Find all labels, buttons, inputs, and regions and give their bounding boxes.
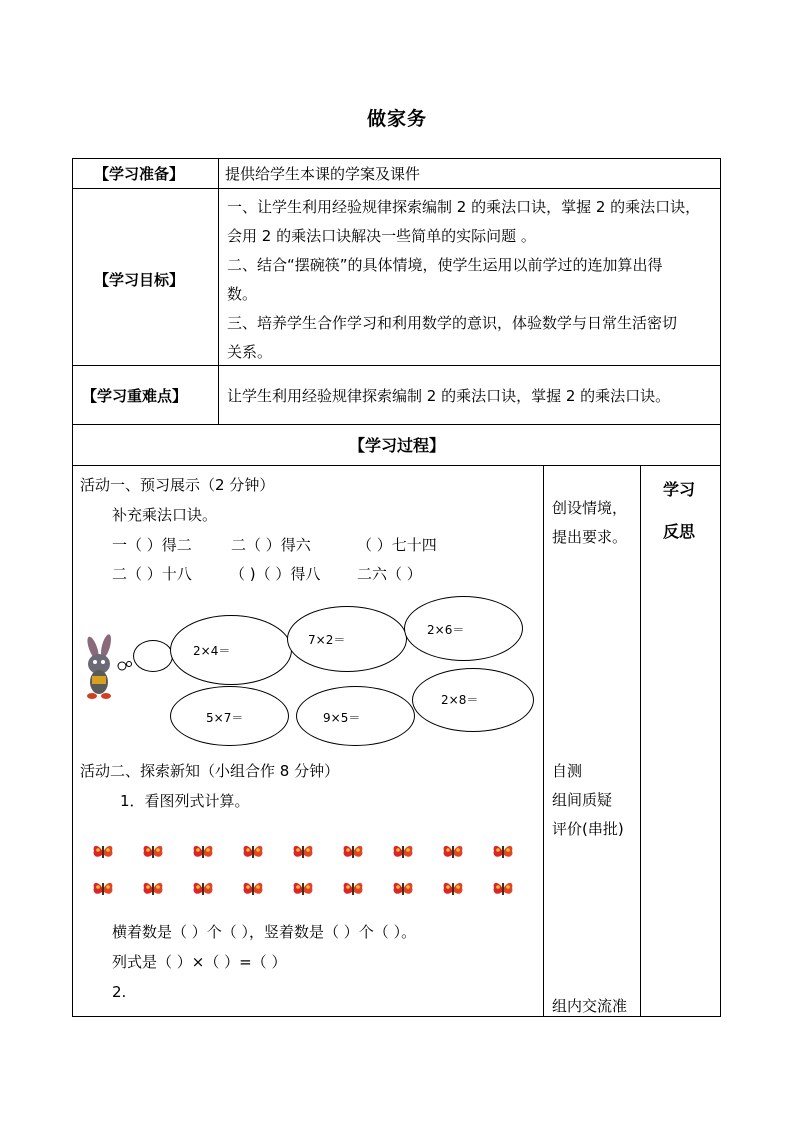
fill-line-1: 横着数是（ ）个（ ），竖着数是（ ）个（ ）。 <box>112 923 417 941</box>
table-border-right <box>720 158 721 1017</box>
table-divider <box>72 424 721 425</box>
equation-oval <box>287 606 407 672</box>
butterfly-icon <box>242 880 264 898</box>
activity1-instruction: 补充乘法口诀。 <box>112 506 218 524</box>
goals-content <box>227 193 719 367</box>
equation-text: 5×7＝ <box>206 711 244 725</box>
equation-oval <box>170 615 292 685</box>
butterfly-icon <box>292 843 314 861</box>
formula-blank: 二（ ）十八 <box>112 565 192 583</box>
activity2-title: 活动二、探索新知（小组合作 8 分钟） <box>80 762 340 780</box>
formula-blank: 一（ ）得二 <box>112 536 192 554</box>
equation-oval <box>404 596 523 661</box>
side-note: 自测 <box>552 762 583 780</box>
goal-line: 会用 2 的乘法口诀解决一些简单的实际问题 。 <box>227 227 536 245</box>
butterfly-icon <box>392 880 414 898</box>
table-reflection-divider <box>640 465 641 1016</box>
side-note: 评价(串批) <box>552 820 624 838</box>
prep-label: 【学习准备】 <box>94 165 185 183</box>
activity2-question-1: 1．看图列式计算。 <box>120 792 250 810</box>
butterfly-icon <box>242 843 264 861</box>
side-note: 提出要求。 <box>552 528 628 546</box>
equation-oval <box>412 668 534 732</box>
key-content: 让学生利用经验规律探索编制 2 的乘法口诀，掌握 2 的乘法口诀。 <box>227 387 671 405</box>
butterfly-icon <box>342 843 364 861</box>
equation-text: 2×6＝ <box>427 623 465 637</box>
table-divider <box>72 188 721 189</box>
activity2-question-2: 2. <box>112 983 127 1001</box>
fill-line-2: 列式是（ ）×（ ）=（ ） <box>112 953 287 971</box>
goal-line: 二、结合“摆碗筷”的具体情境，使学生运用以前学过的连加算出得 <box>227 256 663 274</box>
butterfly-icon <box>142 880 164 898</box>
butterfly-icon <box>142 843 164 861</box>
equation-text: 9×5＝ <box>323 711 361 725</box>
butterfly-icon <box>192 880 214 898</box>
formula-blank: （ ）七十四 <box>357 536 437 554</box>
side-note: 组间质疑 <box>552 791 613 809</box>
butterfly-icon <box>392 843 414 861</box>
activity1-title: 活动一、预习展示（2 分钟） <box>80 476 275 494</box>
formula-blank: 二（ ）得六 <box>231 536 311 554</box>
reflection-label: 学习 <box>663 480 696 499</box>
side-note: 组内交流准 <box>552 997 628 1015</box>
butterfly-icon <box>492 843 514 861</box>
butterfly-icon <box>192 843 214 861</box>
table-border-left <box>72 158 73 1017</box>
page-title: 做家务 <box>366 108 427 130</box>
formula-blank: 二六（ ） <box>357 565 422 583</box>
key-label: 【学习重难点】 <box>82 387 188 405</box>
formula-blank: （ )（ ）得八 <box>230 565 321 583</box>
thought-bubble <box>133 640 173 672</box>
table-label-divider <box>218 158 219 424</box>
reflection-label: 反思 <box>663 522 696 541</box>
table-notes-divider <box>543 465 544 1016</box>
goal-line: 一、让学生利用经验规律探索编制 2 的乘法口诀，掌握 2 的乘法口诀， <box>227 198 701 216</box>
goal-line: 三、培养学生合作学习和利用数学的意识，体验数学与日常生活密切 <box>227 314 678 332</box>
side-note: 创设情境， <box>552 499 628 517</box>
butterfly-icon <box>442 880 464 898</box>
butterfly-icon <box>492 880 514 898</box>
equation-text: 7×2＝ <box>308 633 346 647</box>
rabbit-icon <box>76 634 132 702</box>
butterfly-icon <box>92 880 114 898</box>
goal-line: 数。 <box>227 285 258 303</box>
prep-content: 提供给学生本课的学案及课件 <box>225 165 421 183</box>
butterfly-icon <box>342 880 364 898</box>
butterfly-icon <box>92 843 114 861</box>
table-border-top <box>72 158 721 159</box>
butterfly-icon <box>442 843 464 861</box>
table-border-bottom <box>72 1016 721 1017</box>
equation-oval <box>296 686 415 746</box>
goal-line: 关系。 <box>227 343 273 361</box>
butterfly-icon <box>292 880 314 898</box>
equation-text: 2×8＝ <box>441 693 479 707</box>
equation-text: 2×4＝ <box>193 644 231 658</box>
equation-oval <box>170 686 289 746</box>
process-label: 【学习过程】 <box>348 436 445 455</box>
table-divider <box>72 465 721 466</box>
goals-label: 【学习目标】 <box>94 271 185 289</box>
